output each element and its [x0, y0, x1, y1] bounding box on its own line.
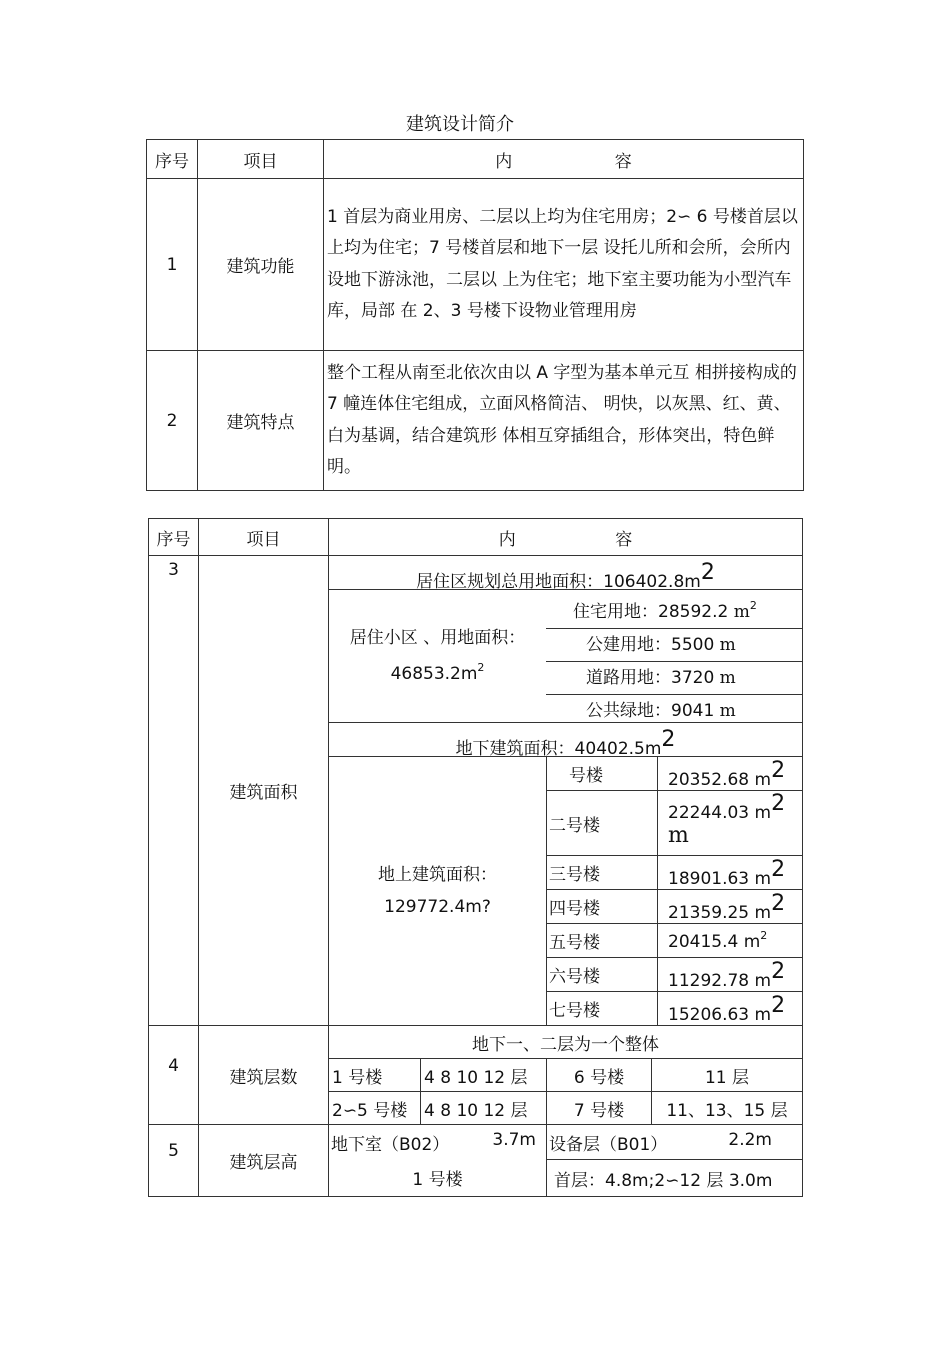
- row-no: 5: [149, 1125, 199, 1197]
- table-row: [147, 179, 804, 351]
- land-use-road: 道路用地：3720 m: [546, 662, 802, 695]
- table-row-area: [149, 556, 803, 1026]
- row-item: 建筑层数: [199, 1026, 329, 1125]
- row-content: 1 首层为商业用房、二层以上均为住宅用房；2∽ 6 号楼首层以上均为住宅；7 号楼首层和地下一层 设托儿所和会所，会所内设地下游泳池，二层以 上为住宅；地下室主要功能为小型汽车库，局部 在 2、3 号楼下设物业管理用房: [324, 179, 804, 351]
- design-summary-table-2: [148, 518, 803, 1197]
- header-content: [329, 519, 803, 556]
- list-item: 二号楼 22244.03 m2 m: [547, 791, 802, 856]
- design-summary-table-1: [146, 139, 804, 491]
- community-land-area: 居住小区 、用地面积： $46853.2m^2$: [349, 628, 526, 684]
- row-no: 1: [147, 179, 198, 351]
- row-item: 建筑层高: [199, 1125, 329, 1197]
- list-item: 号楼 20352.68 m2: [547, 757, 802, 791]
- header-no: 序号: [149, 519, 199, 556]
- list-item: 五号楼 20415.4 $m^2$: [547, 924, 802, 958]
- header-content-a: 内: [495, 151, 513, 172]
- table-row-floors: [149, 1026, 803, 1059]
- table-row: 1 号楼 4 8 10 12 层 6 号楼 11 层: [149, 1059, 803, 1092]
- list-item: 六号楼 11292.78 m2: [547, 958, 802, 992]
- land-use-public: 公建用地：5500 m: [546, 629, 802, 662]
- list-item: 七号楼 15206.63 m2: [547, 992, 802, 1026]
- table-row: [147, 351, 804, 491]
- row-no: 3: [149, 556, 199, 1026]
- floors-note: 地下一、二层为一个整体: [329, 1026, 803, 1059]
- header-content: [324, 140, 804, 179]
- above-ground-area: 地上建筑面积： 129772.4m?: [329, 757, 547, 1025]
- list-item: 三号楼 18901.63 m2: [547, 856, 802, 890]
- land-use-residential: 住宅用地：28592.2 $m^2$: [546, 590, 802, 629]
- table-row-height: [149, 1125, 803, 1160]
- header-item: 项目: [199, 519, 329, 556]
- row-no: 2: [147, 351, 198, 491]
- building-1-label: 1 号楼: [329, 1160, 547, 1197]
- header-no: 序号: [147, 140, 198, 179]
- land-use-green: 公共绿地：9041 m: [586, 701, 736, 721]
- building-1-heights: 首层：4.8m;2∽12 层 3.0m: [547, 1160, 803, 1197]
- underground-area: 地下建筑面积：40402.5m2: [329, 723, 802, 757]
- header-content-b: 容: [614, 151, 632, 172]
- equipment-floor-height: 设备层（B01） 2.2m: [547, 1125, 803, 1160]
- row-item: 建筑面积: [199, 556, 329, 1026]
- row-no: 4: [149, 1026, 199, 1125]
- total-land-area: 居住区规划总用地面积：106402.8m2: [329, 556, 802, 590]
- list-item: 四号楼 21359.25 m2: [547, 890, 802, 924]
- table-row: 2∽5 号楼 4 8 10 12 层 7 号楼 11、13、15 层: [149, 1092, 803, 1125]
- building-area-list: [547, 757, 802, 1025]
- row-content: 整个工程从南至北依次由以 A 字型为基本单元互 相拼接构成的 7 幢连体住宅组成，立面风格简洁、 明快，以灰黑、红、黄、白为基调，结合建筑形 体相互穿插组合，形体突出，特色鲜明。: [324, 351, 804, 491]
- row-item: 建筑特点: [198, 351, 324, 491]
- header-content-b: 容: [615, 529, 633, 550]
- header-content-a: 内: [498, 529, 516, 550]
- row-item: 建筑功能: [198, 179, 324, 351]
- document-title: 建筑设计简介: [406, 114, 514, 135]
- basement-height: 地下室（B02） 3.7m: [329, 1125, 547, 1160]
- header-item: 项目: [198, 140, 324, 179]
